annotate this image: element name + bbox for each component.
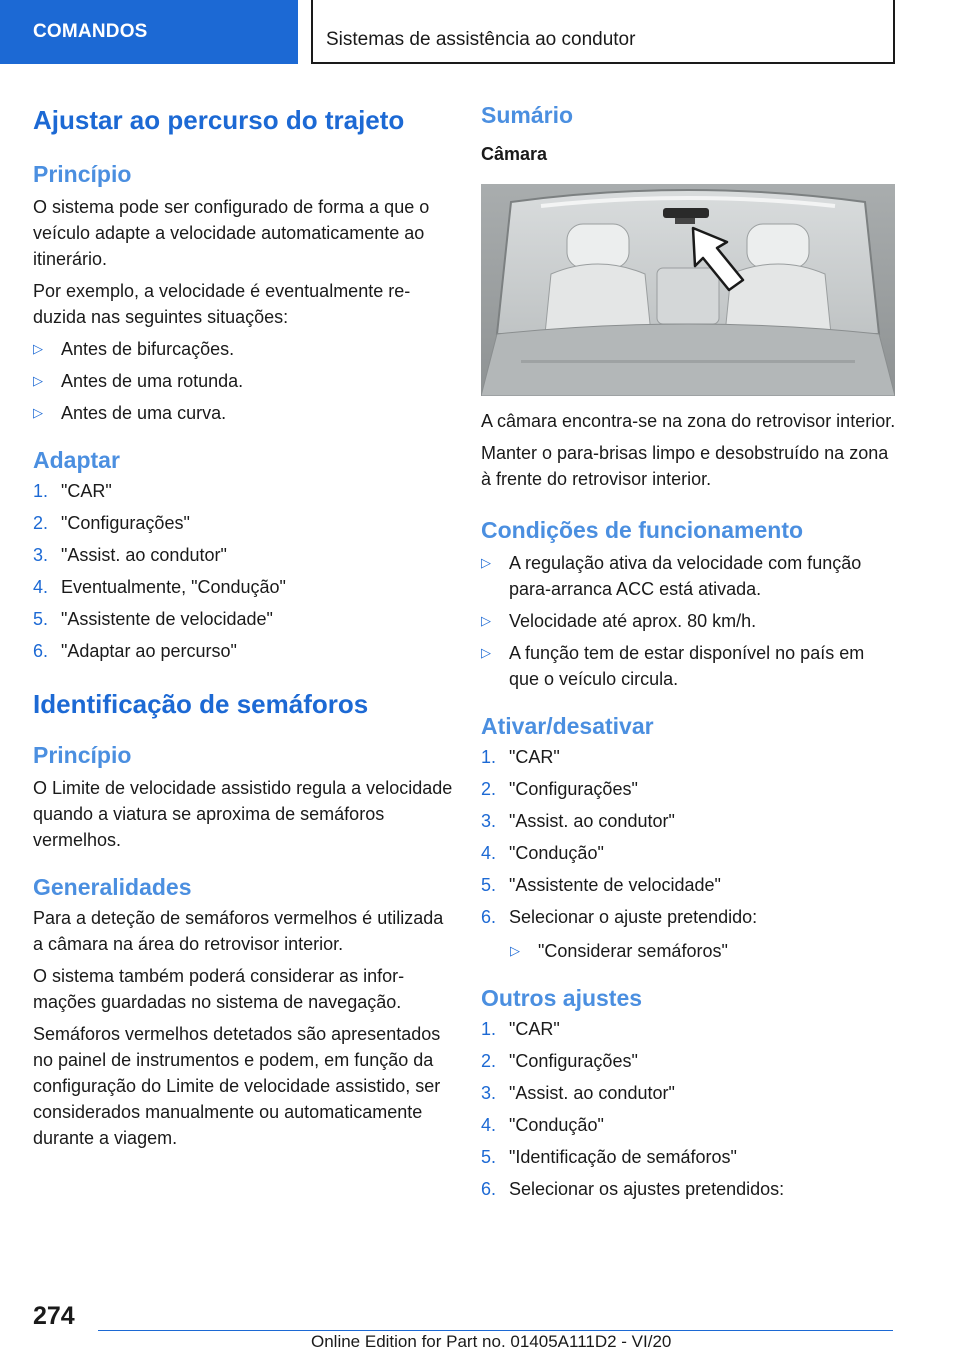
list-item: 2. "Configurações" — [481, 779, 638, 800]
general-paragraph-2: O sistema também poderá considerar as informações guardadas no sistema de navegação. — [33, 966, 405, 1013]
bullet-triangle-icon: ▷ — [481, 613, 491, 629]
heading-traffic-light-recognition: Identificação de semáforos — [33, 688, 369, 719]
edition-note: Online Edition for Part no. 01405A111D2 - VI/20 — [311, 1332, 672, 1351]
list-item: 5. "Assistente de velocidade" — [33, 608, 273, 629]
bullet-triangle-icon: ▷ — [33, 404, 43, 420]
list-item: 1. "CAR" — [481, 747, 560, 768]
chapter-tab-label: COMANDOS — [33, 21, 148, 42]
situations-list — [33, 336, 453, 426]
list-item: ▷ Velocidade até aprox. 80 km/h. — [481, 608, 899, 634]
heading-adapt: Adaptar — [33, 446, 120, 473]
activate-steps-list — [481, 744, 899, 930]
heading-conditions: Condições de funcionamento — [481, 517, 804, 544]
list-item: ▷ A função tem de estar disponível no país em que o veículo circula. — [481, 640, 899, 692]
list-item: 4. Eventualmente, "Condução" — [33, 576, 286, 597]
list-item: 1. "CAR" — [33, 480, 112, 501]
section-title: Sistemas de assistência ao condutor — [326, 29, 636, 50]
camera-paragraph-1: A câmara encontra-se na zona do retrovisor interior. — [481, 411, 896, 432]
list-item: 5. "Identificação de semáforos" — [481, 1146, 737, 1167]
camera-paragraph-2: Manter o para-brisas limpo e desobstruído na zona à frente do retrovisor interior. — [481, 443, 889, 490]
list-item: 1. "CAR" — [481, 1018, 560, 1039]
principle-2-paragraph: O Limite de velocidade assistido regula a velocidade quando a viatura se aproxima de semáforos vermelhos. — [33, 778, 453, 851]
activate-sub-list — [481, 938, 899, 964]
heading-camera: Câmara — [481, 143, 548, 164]
right-column — [481, 100, 899, 1202]
conditions-list — [481, 550, 899, 692]
list-item: 4. "Condução" — [481, 1114, 604, 1135]
list-item: 2. "Configurações" — [481, 1050, 638, 1071]
list-item: 2. "Configurações" — [33, 512, 190, 533]
bullet-triangle-icon: ▷ — [33, 372, 43, 388]
other-steps-list — [481, 1016, 899, 1202]
list-item: 3. "Assist. ao condutor" — [481, 811, 675, 832]
heading-route-adjust: Ajustar ao percurso do trajeto — [33, 105, 405, 135]
bullet-triangle-icon: ▷ — [510, 943, 520, 959]
list-item: 6. "Adaptar ao percurso" — [33, 640, 237, 661]
list-item: ▷ Antes de uma curva. — [33, 400, 453, 426]
general-paragraph-1: Para a deteção de semáforos vermelhos é utilizada a câmara na área do retrovisor interior. — [33, 908, 444, 955]
heading-principle: Princípio — [33, 160, 132, 187]
heading-activate: Ativar/desativar — [481, 713, 654, 740]
list-item: 3. "Assist. ao condutor" — [33, 544, 227, 565]
bullet-triangle-icon: ▷ — [481, 645, 491, 661]
list-item: ▷ Antes de uma rotunda. — [33, 368, 453, 394]
left-column — [33, 100, 453, 1151]
footer-divider — [98, 1330, 893, 1331]
bullet-triangle-icon: ▷ — [33, 340, 43, 356]
list-item: ▷ Antes de bifurcações. — [33, 336, 453, 362]
list-item: 5. "Assistente de velocidade" — [481, 875, 721, 896]
principle-paragraph-1: O sistema pode ser configurado de forma a que o veículo adapte a velocidade automaticamente ao itinerário. — [33, 196, 430, 269]
camera-location-illustration — [481, 184, 895, 396]
list-item: ▷ "Considerar semáforos" — [510, 938, 899, 964]
list-item: 6. Selecionar os ajustes pretendidos: — [481, 1178, 785, 1199]
list-item: ▷ A regulação ativa da velocidade com função para-arranca ACC está ativada. — [481, 550, 899, 602]
list-item: 4. "Condução" — [481, 843, 604, 864]
adapt-steps-list — [33, 478, 453, 664]
chapter-tab — [0, 0, 298, 64]
list-item: 6. Selecionar o ajuste pretendido: — [481, 907, 758, 928]
page-number: 274 — [33, 1302, 75, 1330]
heading-other-settings: Outros ajustes — [481, 985, 643, 1012]
bullet-triangle-icon: ▷ — [481, 555, 491, 571]
principle-paragraph-2: Por exemplo, a velocidade é eventualmente reduzida nas seguintes situações: — [33, 280, 411, 327]
general-paragraph-3: Semáforos vermelhos detetados são apresentados no painel de instrumentos e podem, em função da configuração do Limite de velocidade assistido, ser considerados manualmente ou automaticamente durante a viagem. — [33, 1024, 441, 1149]
list-item: 3. "Assist. ao condutor" — [481, 1082, 675, 1103]
heading-general: Generalidades — [33, 874, 192, 901]
heading-principle-2: Princípio — [33, 742, 132, 769]
heading-summary: Sumário — [481, 102, 574, 128]
